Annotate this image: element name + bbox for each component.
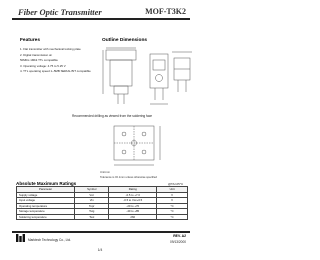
column-header: Rating bbox=[109, 187, 157, 193]
table-cell: Tsol bbox=[75, 214, 109, 220]
ratings-heading: Absolute Maximum Ratings bbox=[16, 181, 77, 186]
table-cell: °C bbox=[157, 203, 188, 209]
table-cell: Input voltage bbox=[17, 198, 75, 204]
document-title: Fiber Optic Transmitter bbox=[18, 7, 102, 17]
features-heading: Features bbox=[20, 38, 40, 43]
table-cell: -0.5 to Vcc+0.5 bbox=[109, 198, 157, 204]
drilling-pattern-drawing bbox=[92, 120, 192, 170]
table-cell: -20 to +70 bbox=[109, 203, 157, 209]
table-cell: Operating temperature bbox=[17, 203, 75, 209]
tolerance-note: Tolerance is ±0.1mm unless otherwise specified bbox=[100, 176, 157, 179]
table-cell: Soldering temperature bbox=[17, 214, 75, 220]
table-cell: Tstg bbox=[75, 209, 109, 215]
column-header: Unit bbox=[157, 187, 188, 193]
outline-heading: Outline Dimensions bbox=[102, 38, 148, 43]
revision-date: 09/13/2000 bbox=[170, 240, 186, 244]
table-cell: V bbox=[157, 198, 188, 204]
feature-item: 4. TTL operating speed 1~5MB SERIAL BIT compatible bbox=[20, 69, 91, 74]
ratings-table bbox=[16, 186, 188, 220]
revision-label: REV. A2 bbox=[173, 234, 186, 238]
column-header: Parameter bbox=[17, 187, 75, 193]
features-list bbox=[20, 47, 112, 75]
table-cell: °C bbox=[157, 209, 188, 215]
page-number: 1/4 bbox=[97, 248, 103, 252]
outline-dimensions-drawing bbox=[100, 46, 196, 108]
footer-divider bbox=[12, 231, 190, 233]
model-number: MOF-T3K2 bbox=[145, 7, 186, 16]
feature-item: 2. Digital transmission at: bbox=[20, 52, 53, 57]
company-logo-icon bbox=[16, 234, 25, 242]
table-cell: Vcc bbox=[75, 192, 109, 198]
company-name: Marktech Technology Co., Ltd. bbox=[28, 238, 71, 242]
table-cell: Supply voltage bbox=[17, 192, 75, 198]
header-divider bbox=[12, 18, 190, 20]
table-cell: -40 to +85 bbox=[109, 209, 157, 215]
drilling-caption: Recommended drilling as viewed from the soldering face bbox=[72, 114, 153, 118]
table-cell: Storage temperature bbox=[17, 209, 75, 215]
table-cell: -0.5 to +7.0 bbox=[109, 192, 157, 198]
table-cell: Topr bbox=[75, 203, 109, 209]
feature-item: 50Mb/s 1Mbit TTL compatible bbox=[20, 58, 58, 63]
unit-note: Unit:mm bbox=[100, 171, 111, 174]
table-cell: 260 bbox=[109, 214, 157, 220]
feature-item: 1. Flat transmitter with mechanical locking plate bbox=[20, 47, 81, 51]
column-header: Symbol bbox=[75, 187, 109, 193]
table-cell: °C bbox=[157, 214, 188, 220]
table-cell: V bbox=[157, 192, 188, 198]
table-row bbox=[17, 214, 188, 220]
feature-item: 3. Operating voltage: 4.75 to 5.25 V bbox=[20, 63, 66, 68]
table-cell: Vin bbox=[75, 198, 109, 204]
ratings-condition: @TA=25°C bbox=[168, 182, 184, 186]
